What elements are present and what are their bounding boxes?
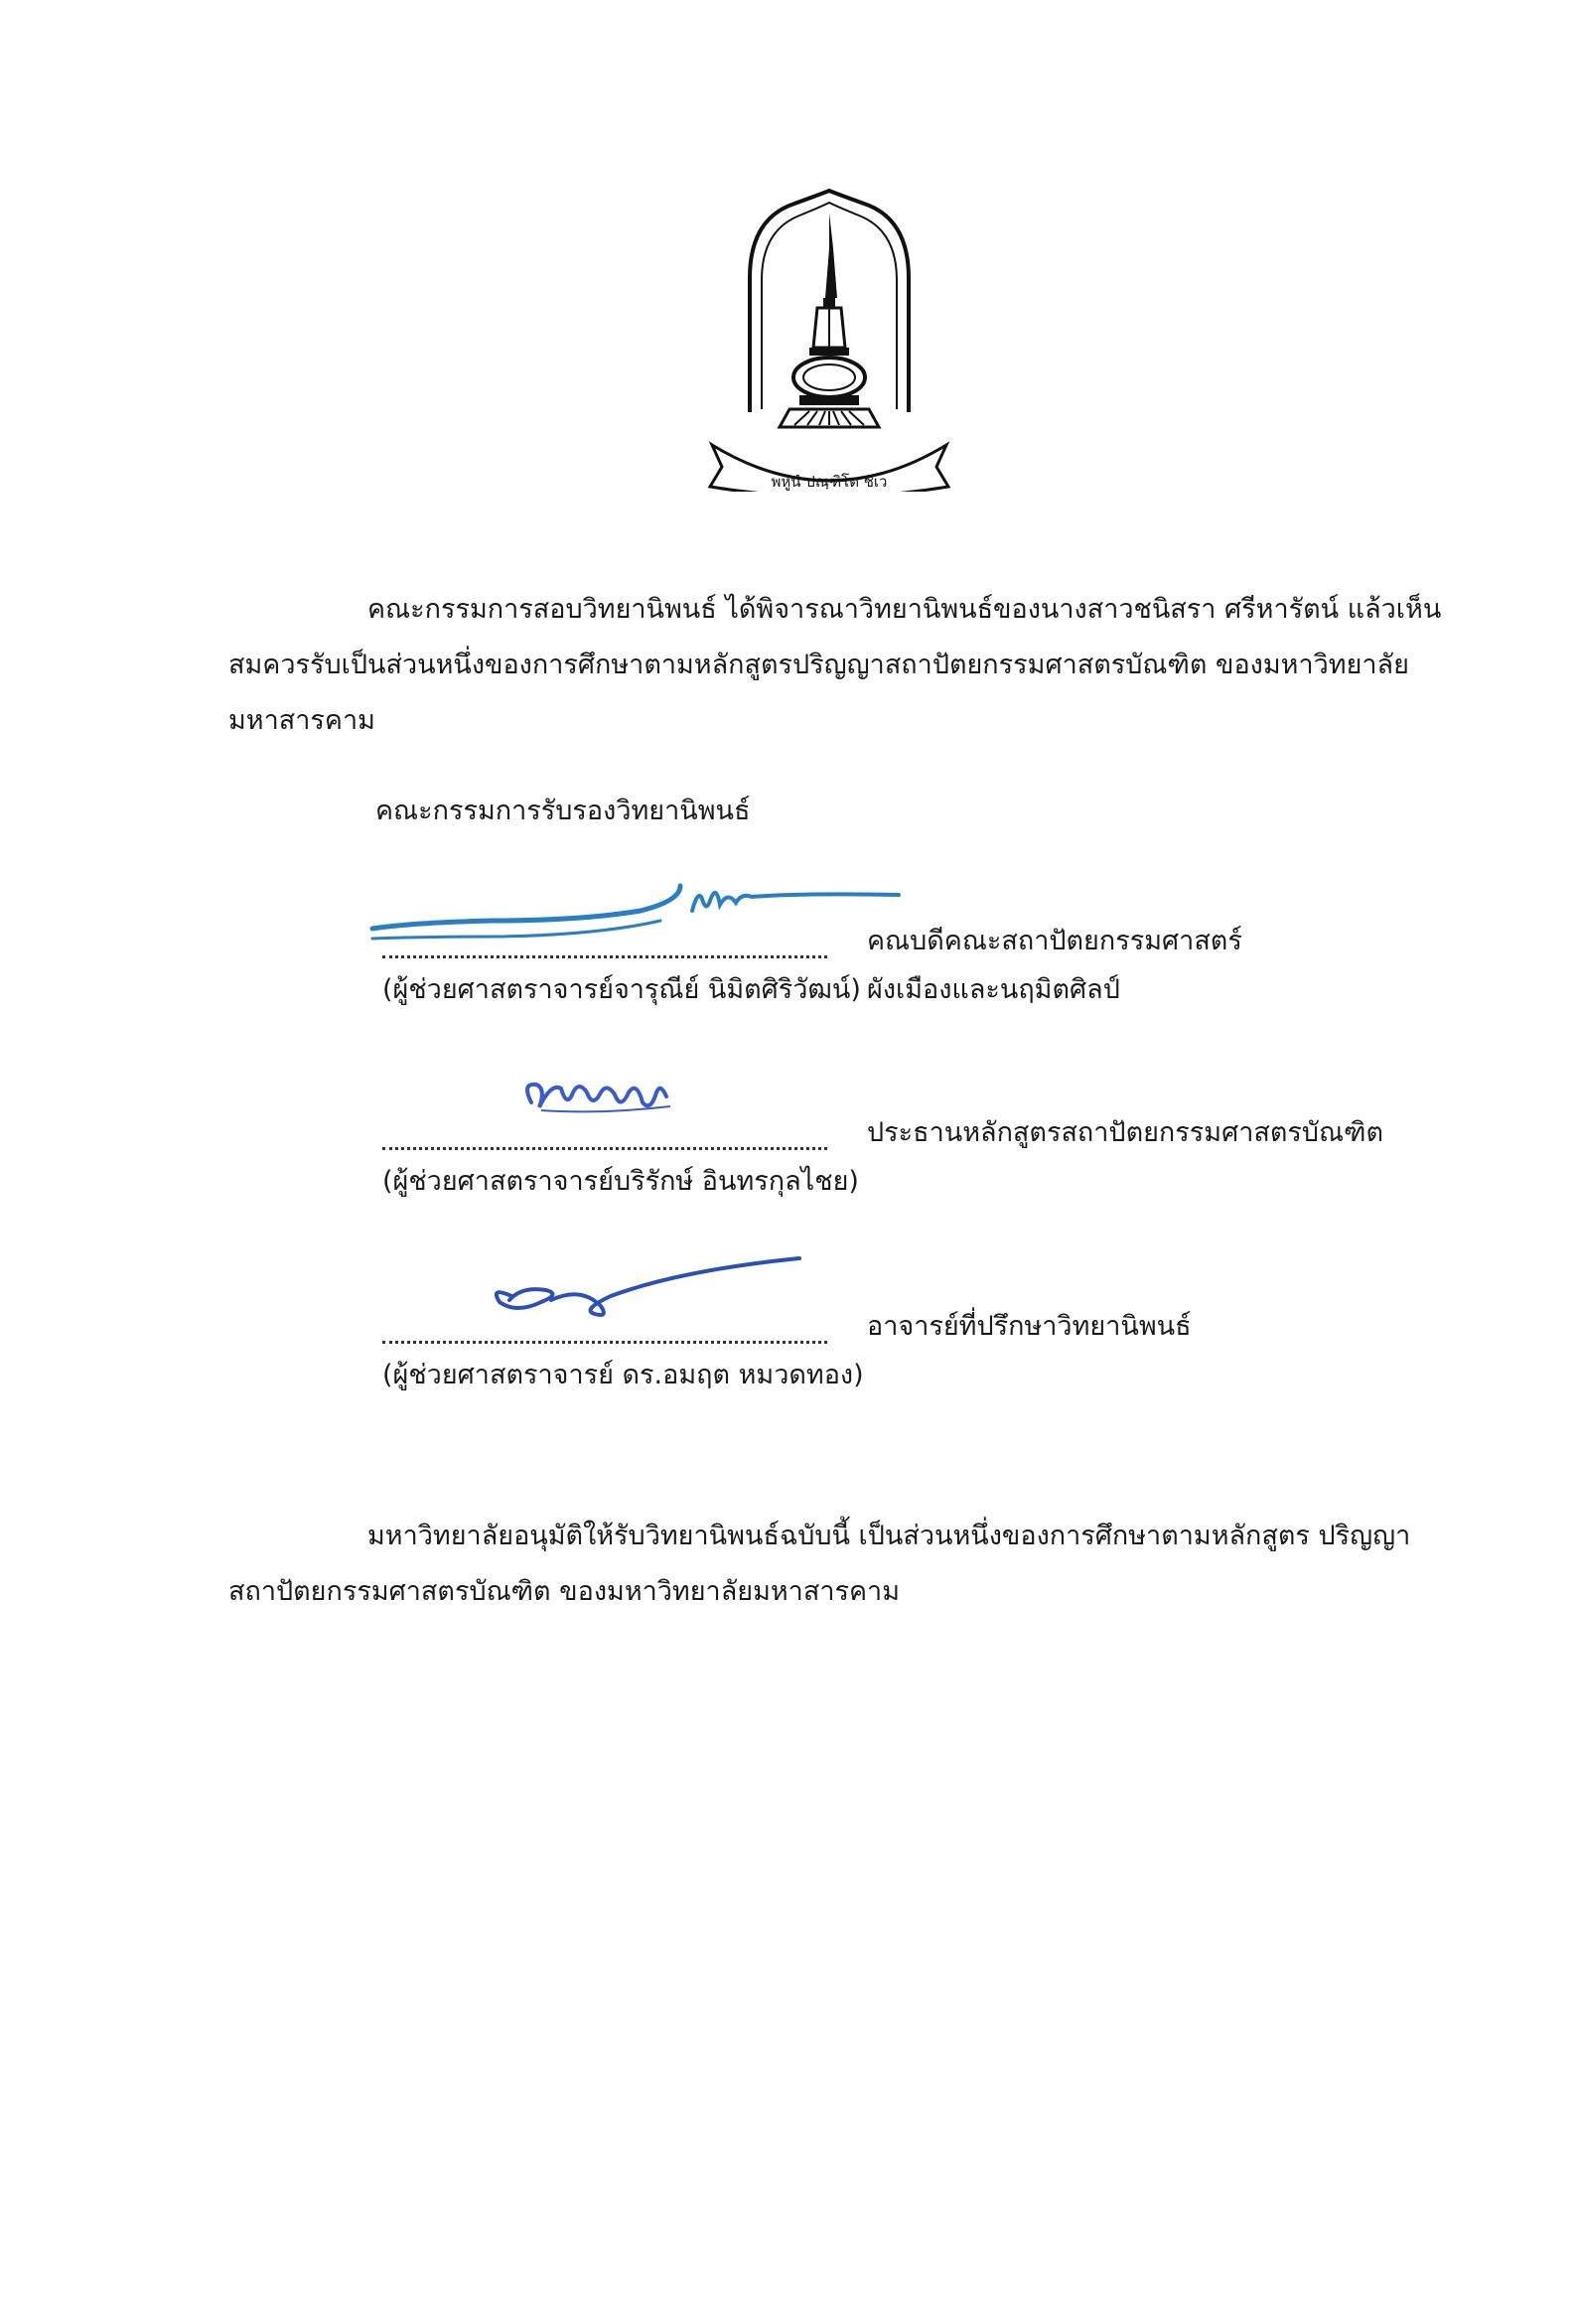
signer-role: ประธานหลักสูตรสถาปัตยกรรมศาสตรบัณฑิต: [867, 1117, 1384, 1148]
signature-line: [382, 1147, 827, 1150]
signer-name: (ผู้ช่วยศาสตราจารย์บริรักษ์ อินทรกุลไชย): [382, 1166, 859, 1197]
committee-heading: คณะกรรมการรับรองวิทยานิพนธ์: [375, 796, 751, 826]
seal-motto-text: พหูนํ ปณฺฑิโต ชีเว: [771, 473, 888, 491]
signer-role: อาจารย์ที่ปรึกษาวิทยานิพนธ์: [867, 1311, 1192, 1342]
signature-block-dean: [382, 916, 1475, 1075]
signature-line: [382, 1341, 827, 1344]
signer-role: คณบดีคณะสถาปัตยกรรมศาสตร์: [867, 926, 1242, 956]
signature-block-advisor: [382, 1301, 1475, 1460]
signer-name: (ผู้ช่วยศาสตราจารย์ ดร.อมฤต หมวดทอง): [382, 1360, 864, 1390]
intro-paragraph: คณะกรรมการสอบวิทยานิพนธ์ ได้พิจารณาวิทยานิพนธ์ของนางสาวชนิสรา ศรีหารัตน์ แล้วเห็นสมควรรับเป็นส่วนหนึ่งของการศึกษาตามหลักสูตรปริญญาสถาปัตยกรรมศาสตรบัณฑิต ของมหาวิทยาลัยมหาสารคาม: [228, 594, 1442, 736]
signature-block-program-chair: [382, 1107, 1475, 1266]
university-seal-logo: [700, 189, 958, 492]
signature-line: [382, 955, 827, 958]
signer-role-line2: ผังเมืองและนฤมิตศิลป์: [867, 974, 1120, 1005]
approval-paragraph: มหาวิทยาลัยอนุมัติให้รับวิทยานิพนธ์ฉบับนี้ เป็นส่วนหนึ่งของการศึกษาตามหลักสูตร ปริญญาสถาปัตยกรรมศาสตรบัณฑิต ของมหาวิทยาลัยมหาสารคาม: [228, 1521, 1411, 1607]
signer-name: (ผู้ช่วยศาสตราจารย์จารุณีย์ นิมิตศิริวัฒน์): [382, 974, 861, 1005]
